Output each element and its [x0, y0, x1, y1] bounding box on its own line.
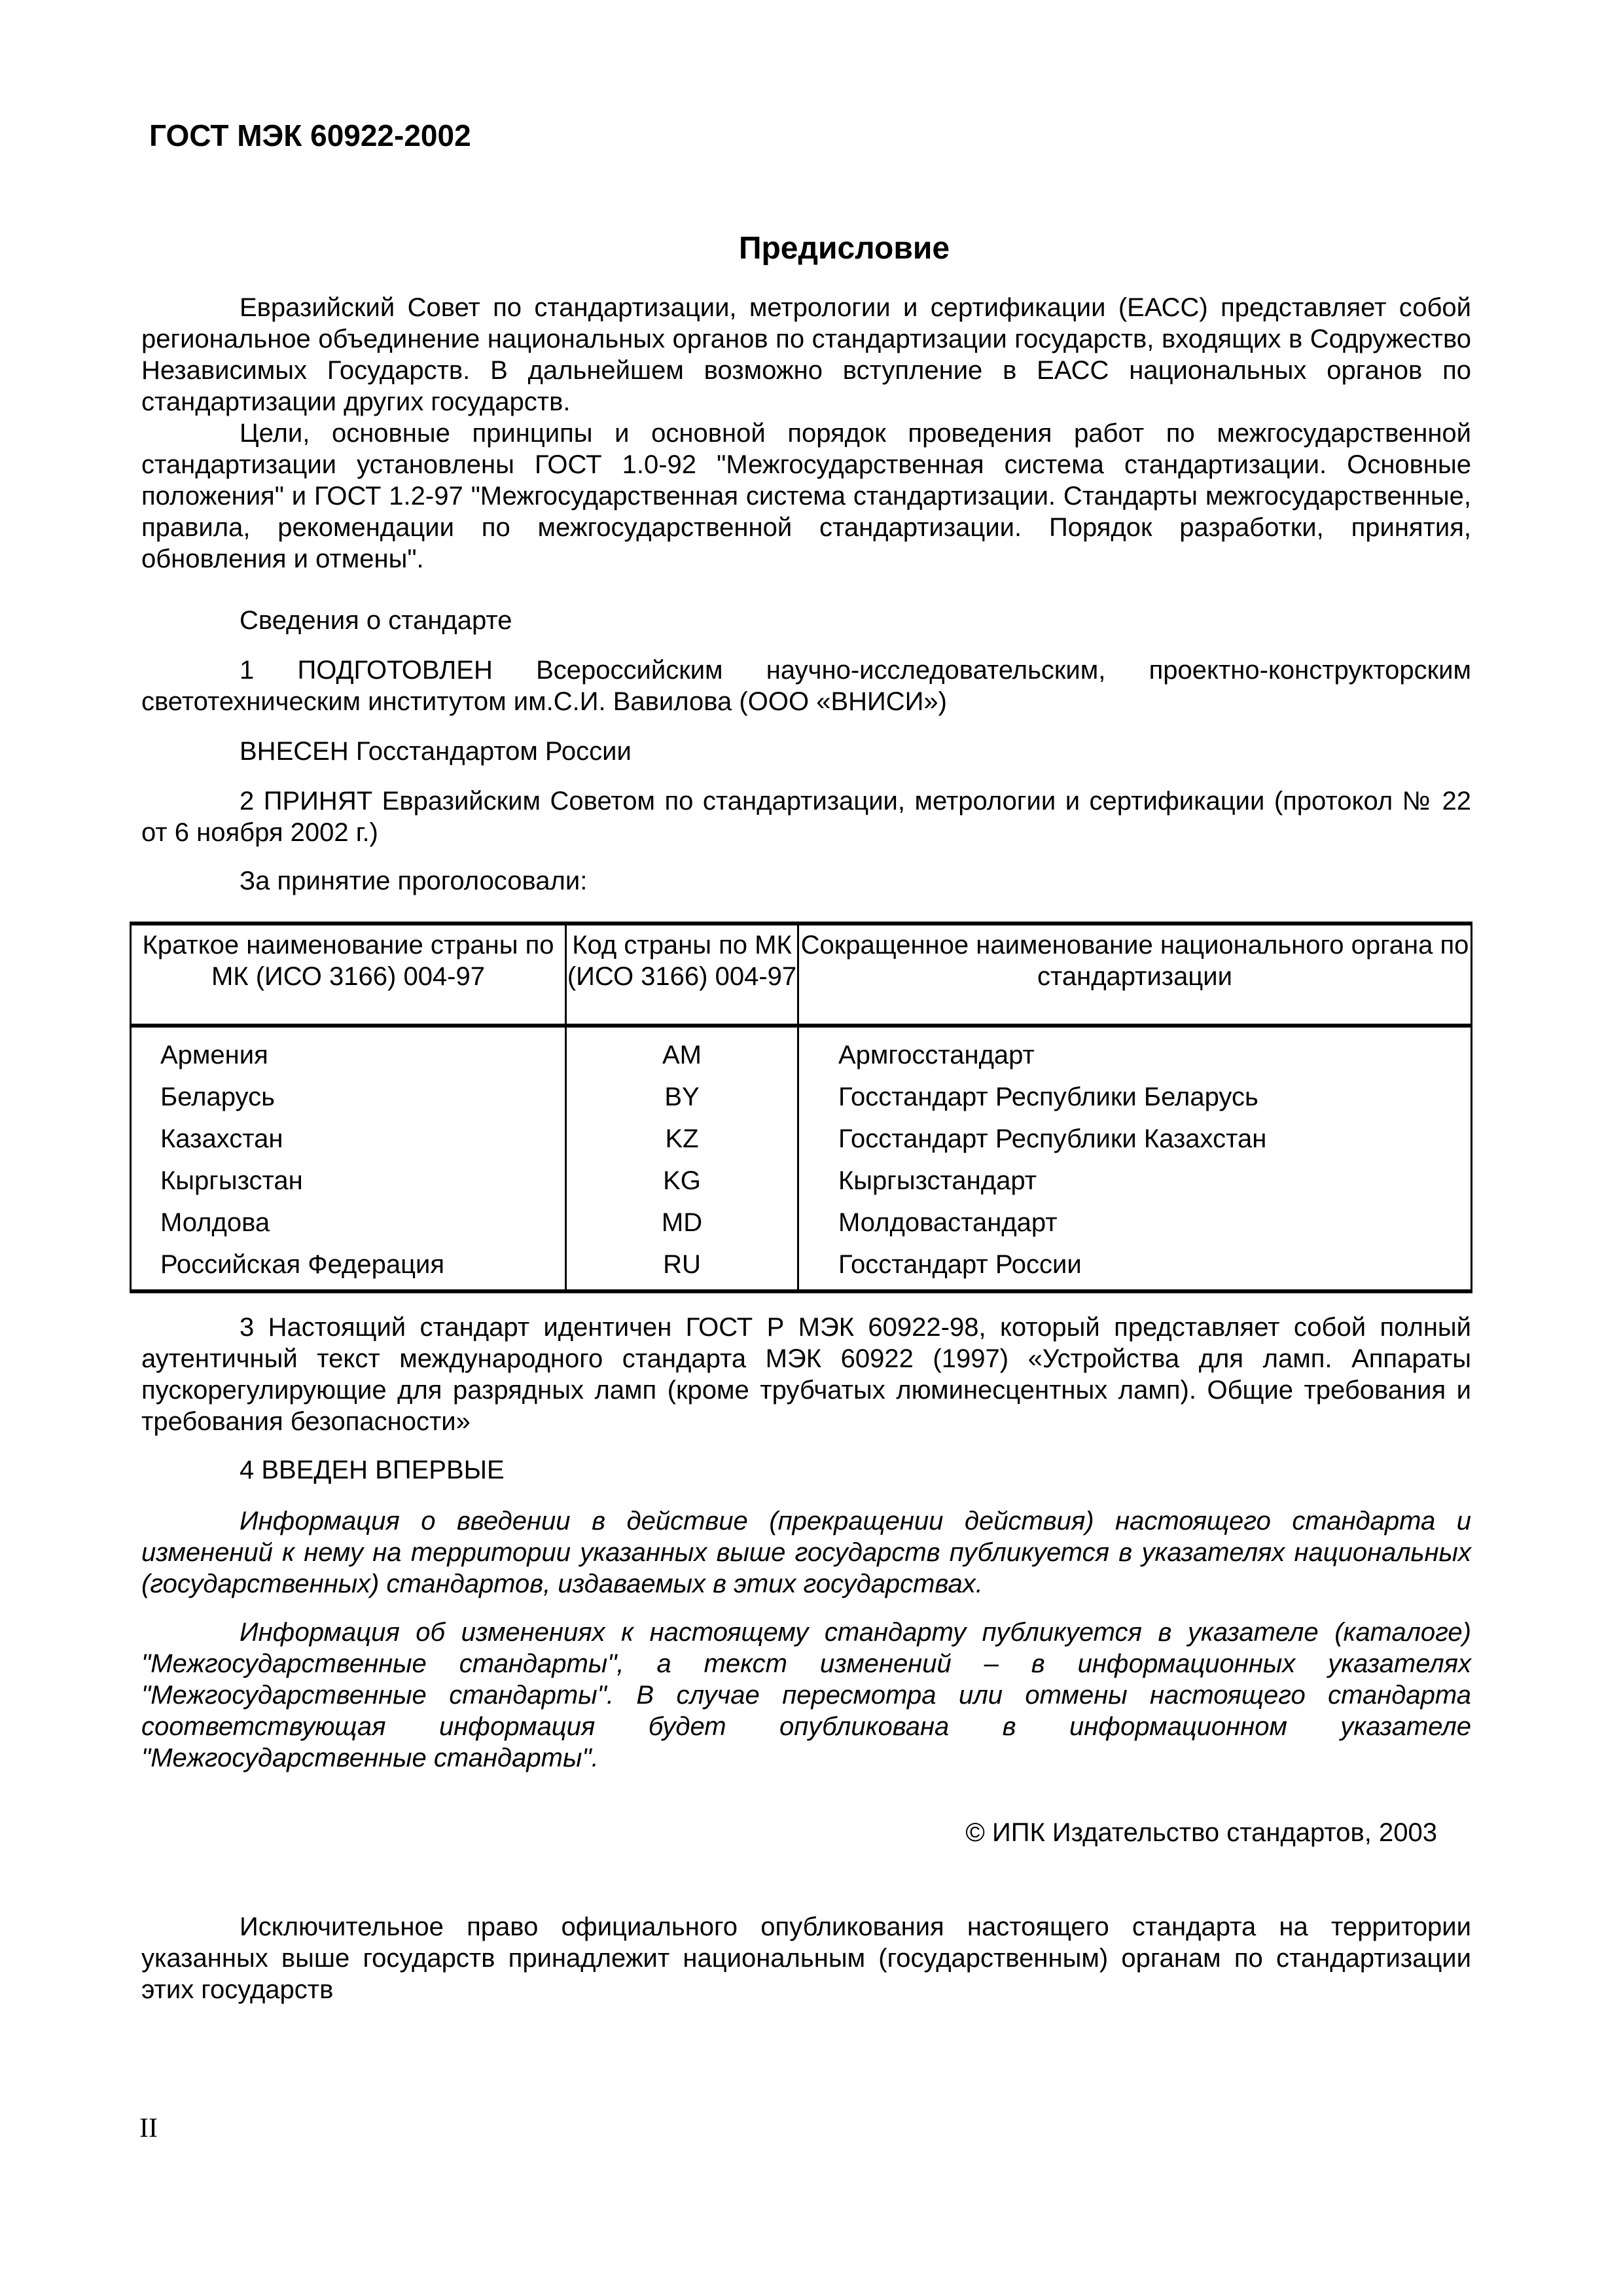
copyright-line: © ИПК Издательство стандартов, 2003 — [965, 1818, 1437, 1847]
cell-code: RU — [566, 1244, 798, 1291]
cell-code: KZ — [566, 1118, 798, 1160]
cell-standards-body: Кыргызстандарт — [798, 1160, 1472, 1202]
exclusive-right-paragraph: Исключительное право официального опубликования настоящего стандарта на территории указанных выше государств принадлежит национальным (государственным) органам по стандартизации этих государств — [141, 1912, 1471, 2004]
document-code-header: ГОСТ МЭК 60922-2002 — [149, 118, 471, 152]
cell-country: Российская Федерация — [131, 1244, 566, 1291]
column-header-country: Краткое наименование страны по МК (ИСО 3166) 004-97 — [131, 924, 566, 1026]
cell-code: AM — [566, 1026, 798, 1076]
cell-code: MD — [566, 1202, 798, 1244]
cell-country: Кыргызстан — [131, 1160, 566, 1202]
section-title — [0, 230, 1623, 266]
cell-country: Казахстан — [131, 1118, 566, 1160]
table-row — [131, 1202, 1472, 1244]
column-header-standards-body: Сокращенное наименование национального органа по стандартизации — [798, 924, 1472, 1026]
info-italic-effect: Информация о введении в действие (прекращении действия) настоящего стандарта и изменений к нему на территории указанных выше государств публикуется в указателях национальных (государственных) стандартов, издаваемых в этих государствах. — [141, 1507, 1471, 1598]
item-identical: 3 Настоящий стандарт идентичен ГОСТ Р МЭК 60922-98, который представляет собой полный аутентичный текст международного стандарта МЭК 60922 (1997) «Устройства для ламп. Аппараты пускорегулирующие для разрядных ламп (кроме трубчатых люминесцентных ламп). Общие требования и требования безопасности» — [141, 1313, 1471, 1436]
cell-country: Армения — [131, 1026, 566, 1076]
cell-country: Беларусь — [131, 1076, 566, 1118]
voting-countries-table — [130, 922, 1472, 1293]
column-header-code: Код страны по МК (ИСО 3166) 004-97 — [566, 924, 798, 1026]
table-row — [131, 1026, 1472, 1076]
item-prepared: 1 ПОДГОТОВЛЕН Всероссийским научно-исследовательским, проектно-конструкторским светотехническим институтом им.С.И. Вавилова (ООО «ВНИСИ») — [141, 656, 1471, 716]
page-number: II — [139, 2113, 158, 2144]
cell-code: KG — [566, 1160, 798, 1202]
cell-standards-body: Госстандарт Республики Казахстан — [798, 1118, 1472, 1160]
info-italic-changes: Информация об изменениях к настоящему стандарту публикуется в указателе (каталоге) "Межгосударственные стандарты", а текст изменений – в информационных указателях "Межгосударственные стандарты". В случае пересмотра или отмены настоящего стандарта соответствующая информация будет опубликована в информационном указателе "Межгосударственные стандарты". — [141, 1618, 1471, 1772]
table-row — [131, 1118, 1472, 1160]
paragraph-goals: Цели, основные принципы и основной порядок проведения работ по межгосударственной стандартизации установлены ГОСТ 1.0-92 "Межгосударственная система стандартизации. Основные положения" и ГОСТ 1.2-97 "Межгосударственная система стандартизации. Стандарты межгосударственные, правила, рекомендации по межгосударственной стандартизации. Порядок разработки, принятия, обновления и отмены". — [141, 419, 1471, 573]
cell-standards-body: Госстандарт России — [798, 1244, 1472, 1291]
section-title-text: Предисловие — [738, 231, 950, 266]
info-heading: Сведения о стандарте — [240, 606, 512, 635]
cell-code: BY — [566, 1076, 798, 1118]
table-row — [131, 1160, 1472, 1202]
voted-label: За принятие проголосовали: — [240, 867, 588, 895]
item-introduced: ВНЕСЕН Госстандартом России — [240, 737, 632, 766]
cell-standards-body: Армгосстандарт — [798, 1026, 1472, 1076]
item-adopted: 2 ПРИНЯТ Евразийским Советом по стандартизации, метрологии и сертификации (протокол № 22 от 6 ноября 2002 г.) — [141, 787, 1471, 847]
cell-standards-body: Госстандарт Республики Беларусь — [798, 1076, 1472, 1118]
item-first-introduced: 4 ВВЕДЕН ВПЕРВЫЕ — [240, 1456, 505, 1484]
table-row — [131, 1244, 1472, 1291]
paragraph-eass: Евразийский Совет по стандартизации, метрологии и сертификации (ЕАСС) представляет собой региональное объединение национальных органов по стандартизации государств, входящих в Содружество Независимых Государств. В дальнейшем возможно вступление в ЕАСС национальных органов по стандартизации других государств. — [141, 293, 1471, 416]
table-row — [131, 1076, 1472, 1118]
cell-country: Молдова — [131, 1202, 566, 1244]
cell-standards-body: Молдовастандарт — [798, 1202, 1472, 1244]
table-header-row — [131, 924, 1472, 1026]
